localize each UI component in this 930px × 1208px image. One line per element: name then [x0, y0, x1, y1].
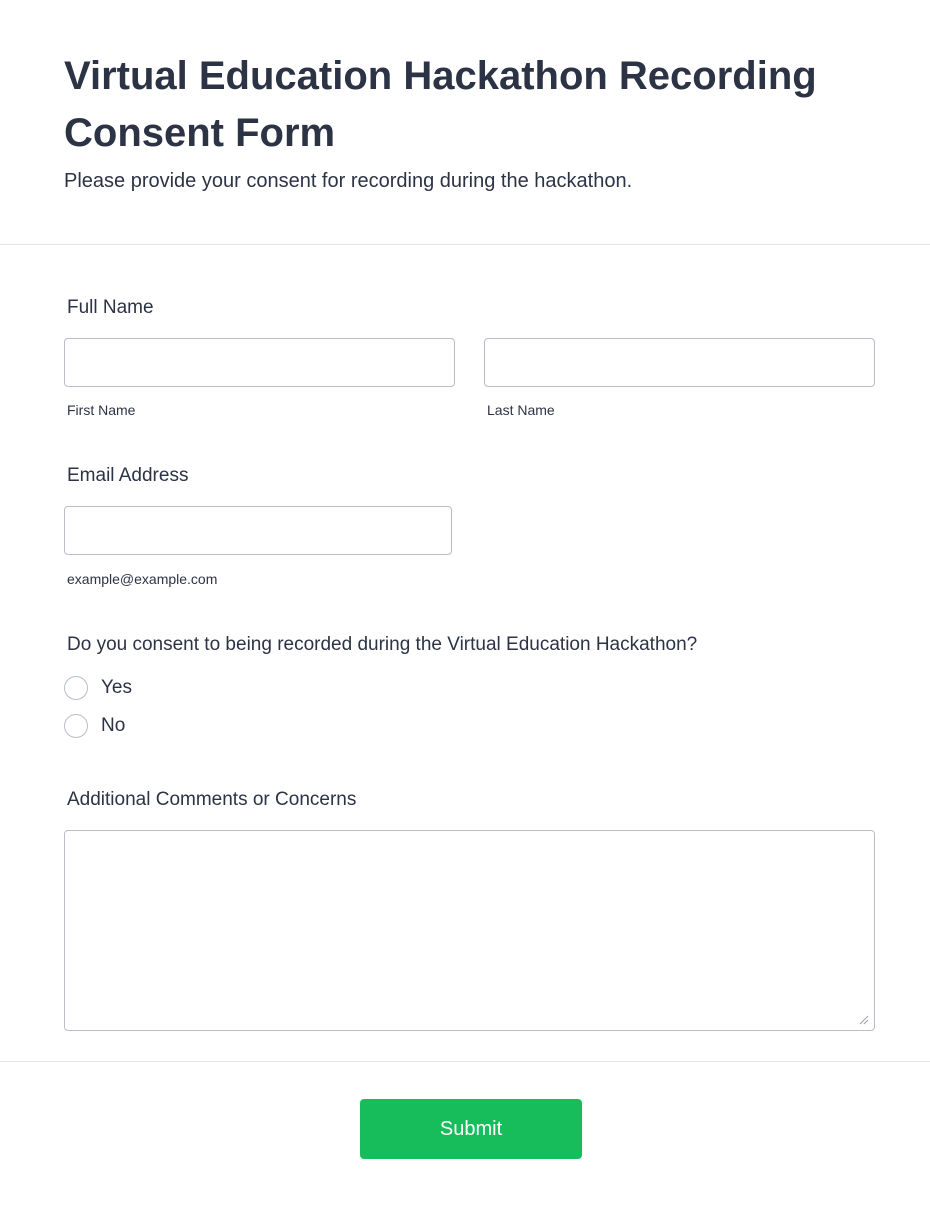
radio-yes-label[interactable]: Yes	[101, 677, 132, 698]
comments-textarea[interactable]	[64, 830, 875, 1031]
page-title: Virtual Education Hackathon Recording Consent Form	[64, 54, 817, 155]
first-name-input[interactable]	[64, 338, 455, 387]
full-name-label: Full Name	[67, 297, 154, 318]
radio-yes[interactable]	[64, 676, 88, 700]
consent-option-no[interactable]	[64, 713, 125, 739]
footer-divider	[0, 1061, 930, 1062]
email-sublabel: example@example.com	[67, 571, 218, 587]
email-label: Email Address	[67, 465, 189, 486]
last-name-sublabel: Last Name	[487, 402, 555, 418]
last-name-input[interactable]	[484, 338, 875, 387]
resize-handle-icon[interactable]	[859, 1015, 869, 1025]
submit-button[interactable]: Submit	[360, 1099, 582, 1159]
radio-no-label[interactable]: No	[101, 715, 126, 736]
consent-question: Do you consent to being recorded during the Virtual Education Hackathon?	[67, 634, 698, 655]
email-input[interactable]	[64, 506, 452, 555]
page-subtitle: Please provide your consent for recording during the hackathon.	[64, 170, 633, 192]
first-name-sublabel: First Name	[67, 402, 136, 418]
radio-no[interactable]	[64, 714, 88, 738]
comments-label: Additional Comments or Concerns	[67, 789, 357, 810]
consent-option-yes[interactable]	[64, 675, 132, 701]
form-header	[0, 0, 930, 245]
